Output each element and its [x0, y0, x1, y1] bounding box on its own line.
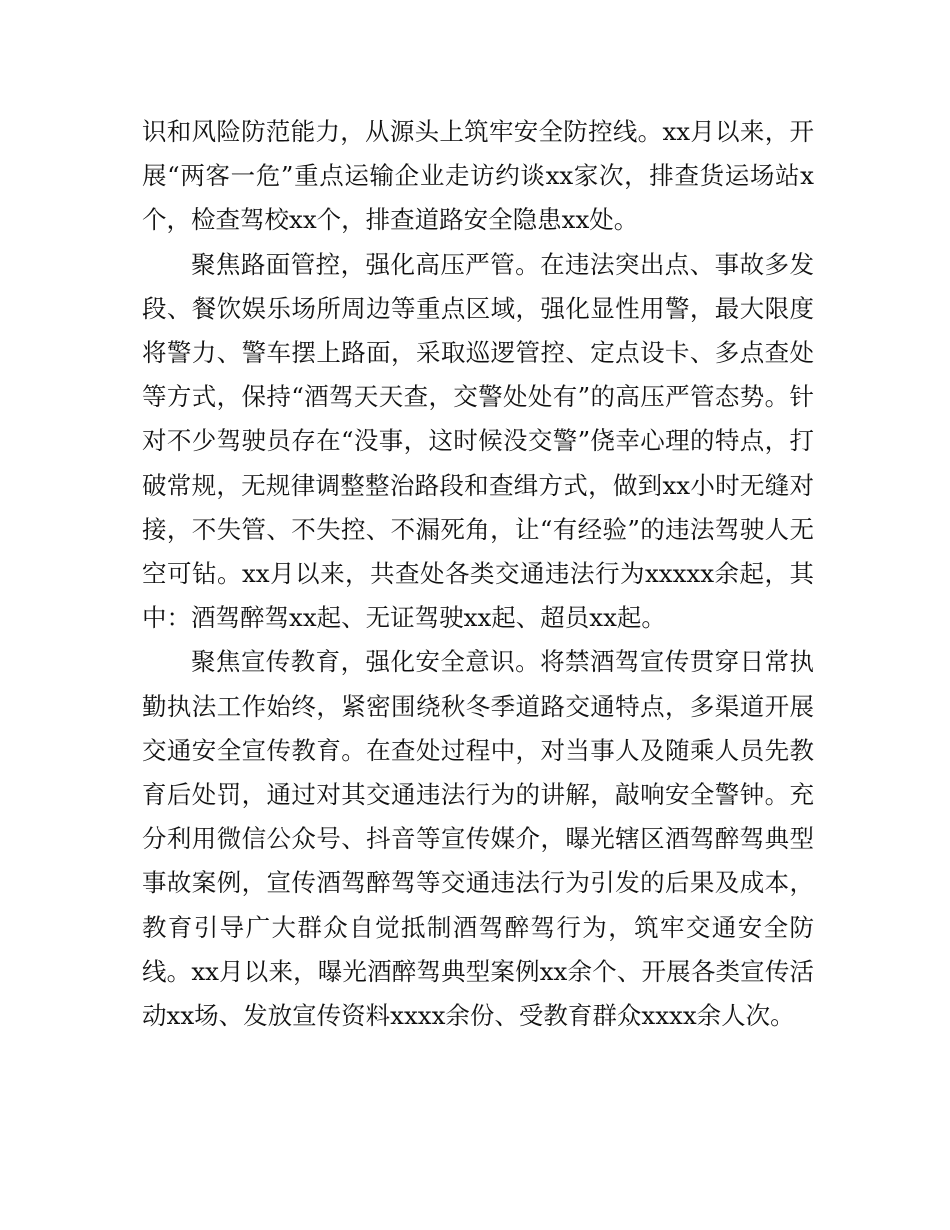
- document-body: [142, 110, 814, 1038]
- paragraph-road-control: 聚焦路面管控，强化高压严管。在违法突出点、事故多发段、餐饮娱乐场所周边等重点区域，强化显性用警，最大限度将警力、警车摆上路面，采取巡逻管控、定点设卡、多点查处等方式，保持“酒驾天天查，交警处处有”的高压严管态势。针对不少驾驶员存在“没事，这时候没交警”侥幸心理的特点，打破常规，无规律调整整治路段和查缉方式，做到xx小时无缝对接，不失管、不失控、不漏死角，让“有经验”的违法驾驶人无空可钻。xx月以来，共查处各类交通违法行为xxxxx余起，其中：酒驾醉驾xx起、无证驾驶xx起、超员xx起。: [142, 249, 814, 633]
- paragraph-publicity-education: 聚焦宣传教育，强化安全意识。将禁酒驾宣传贯穿日常执勤执法工作始终，紧密围绕秋冬季道路交通特点，多渠道开展交通安全宣传教育。在查处过程中，对当事人及随乘人员先教育后处罚，通过对其交通违法行为的讲解，敲响安全警钟。充分利用微信公众号、抖音等宣传媒介，曝光辖区酒驾醉驾典型事故案例，宣传酒驾醉驾等交通违法行为引发的后果及成本，教育引导广大群众自觉抵制酒驾醉驾行为，筑牢交通安全防线。xx月以来，曝光酒醉驾典型案例xx余个、开展各类宣传活动xx场、发放宣传资料xxxx余份、受教育群众xxxx余人次。: [142, 647, 814, 1031]
- paragraph-source-control: 识和风险防范能力，从源头上筑牢安全防控线。xx月以来，开展“两客一危”重点运输企业走访约谈xx家次，排查货运场站x个，检查驾校xx个，排查道路安全隐患xx处。: [142, 117, 814, 235]
